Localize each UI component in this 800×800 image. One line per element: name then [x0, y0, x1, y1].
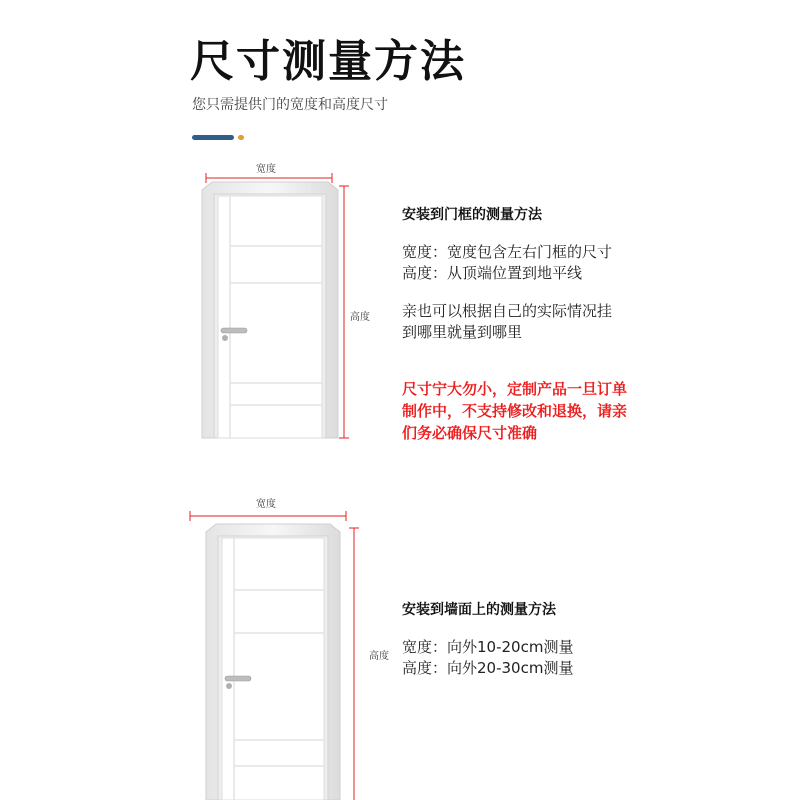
door-frame-heading: 安装到门框的测量方法	[402, 207, 542, 223]
door-leaf	[218, 196, 322, 438]
door-frame-figure	[190, 150, 360, 450]
wall-height-text: 高度：向外20-30cm测量	[402, 659, 574, 677]
height-dimension-line	[339, 186, 349, 438]
door-leaf	[222, 538, 324, 800]
width-label: 宽度	[256, 164, 276, 175]
wall-width-text: 宽度：向外10-20cm测量	[402, 638, 574, 656]
wall-door-figure	[180, 500, 370, 800]
width-dimension-line	[190, 511, 346, 521]
door-frame-note-line: 亲也可以根据自己的实际情况挂	[402, 302, 613, 320]
page-title: 尺寸测量方法	[190, 36, 466, 87]
door-frame-height-text: 高度：从顶端位置到地平线	[402, 264, 583, 282]
wall-heading: 安装到墙面上的测量方法	[402, 602, 556, 618]
page-subtitle: 您只需提供门的宽度和高度尺寸	[192, 97, 388, 113]
door-frame-note-line: 到哪里就量到哪里	[402, 323, 523, 341]
width-label: 宽度	[256, 499, 276, 510]
warning-line: 制作中，不支持修改和退换，请亲	[402, 402, 628, 420]
height-label: 高度	[350, 312, 370, 323]
title-underline-dot	[238, 135, 244, 140]
title-underline	[192, 135, 234, 140]
warning-line: 们务必确保尺寸准确	[402, 424, 538, 442]
height-label: 高度	[369, 651, 389, 662]
door-frame-info	[402, 205, 627, 444]
warning-line: 尺寸宁大勿小，定制产品一旦订单	[402, 380, 628, 398]
height-dimension-line	[349, 528, 359, 800]
wall-info	[402, 600, 573, 679]
door-frame-width-text: 宽度：宽度包含左右门框的尺寸	[402, 243, 613, 261]
